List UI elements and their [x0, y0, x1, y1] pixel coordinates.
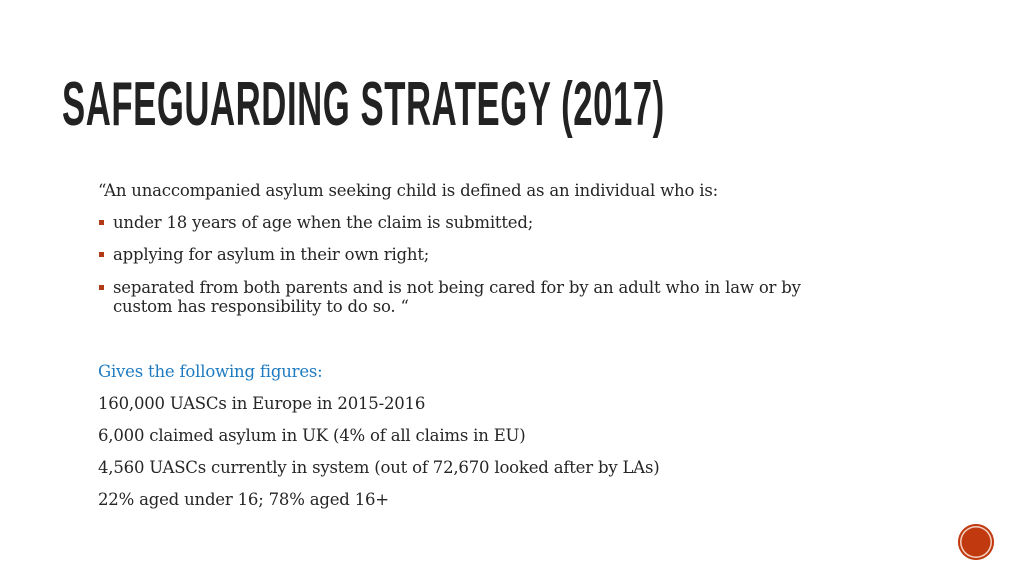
figure-line: 22% aged under 16; 78% aged 16+	[98, 490, 389, 509]
bullet-text: applying for asylum in their own right;	[113, 245, 430, 264]
bullet-text: separated from both parents and is not being cared for by an adult who in law or by	[113, 278, 801, 297]
figure-line: 4,560 UASCs currently in system (out of 72,670 looked after by LAs)	[98, 458, 660, 477]
slide-title: SAFEGUARDING STRATEGY (2017)	[62, 70, 665, 139]
quote-intro: “An unaccompanied asylum seeking child is defined as an individual who is:	[98, 181, 718, 200]
bullet-text-continued: custom has responsibility to do so. “	[113, 297, 409, 316]
page-number-badge	[958, 524, 994, 560]
square-bullet-icon	[99, 285, 104, 290]
figure-line: 160,000 UASCs in Europe in 2015-2016	[98, 394, 426, 413]
bullet-text: under 18 years of age when the claim is submitted;	[113, 213, 534, 232]
figures-heading: Gives the following figures:	[98, 362, 323, 381]
square-bullet-icon	[99, 220, 104, 225]
square-bullet-icon	[99, 252, 104, 257]
figure-line: 6,000 claimed asylum in UK (4% of all claims in EU)	[98, 426, 526, 445]
